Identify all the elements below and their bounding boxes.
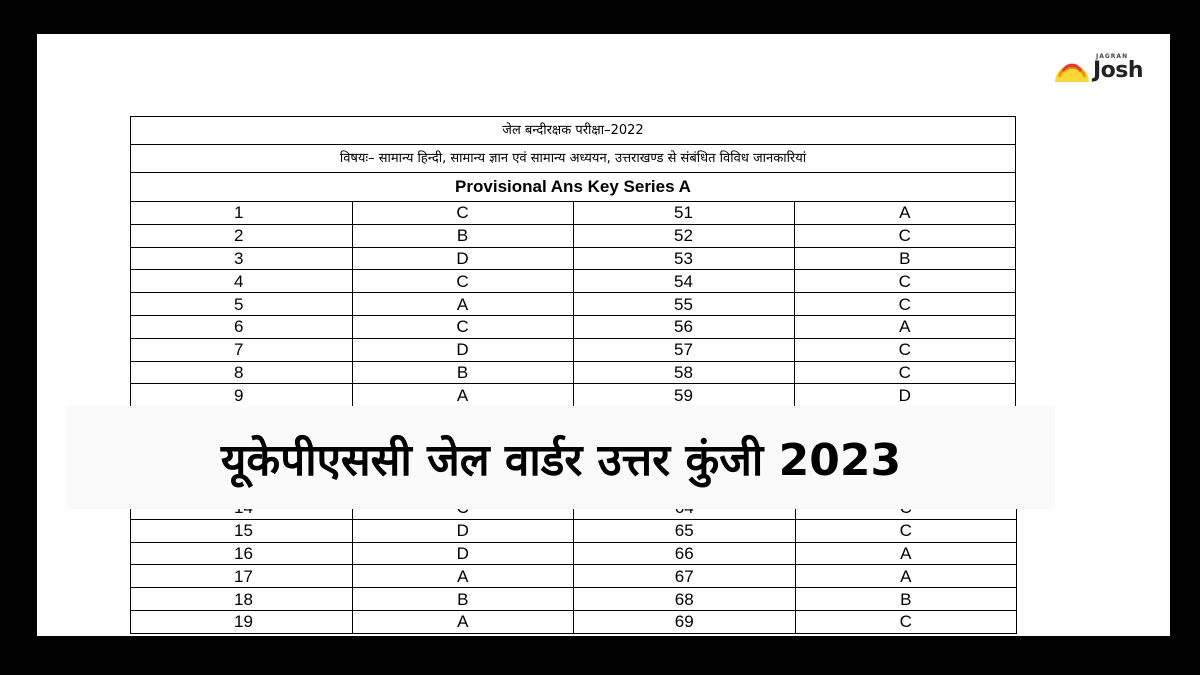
question-number: 2: [131, 224, 352, 247]
question-number: 52: [573, 224, 794, 247]
answer-option: C: [795, 610, 1017, 633]
answer-option: B: [352, 588, 574, 611]
answer-option: C: [352, 270, 573, 293]
question-number: 54: [573, 270, 794, 293]
answer-key-page: [37, 34, 1170, 636]
question-number: 59: [573, 384, 794, 407]
table-row: [131, 588, 1017, 611]
answer-option: D: [352, 519, 574, 542]
question-number: 18: [131, 588, 353, 611]
answer-option: C: [352, 315, 573, 338]
answer-option: B: [352, 361, 573, 384]
table-row: [131, 315, 1015, 338]
table-row: [131, 542, 1017, 565]
jagran-josh-logo: [1053, 50, 1153, 90]
question-number: 1: [131, 202, 352, 224]
question-number: 55: [573, 293, 794, 316]
answer-option: C: [794, 293, 1015, 316]
exam-subject: विषयः– सामान्य हिन्दी, सामान्य ज्ञान एवं सामान्य अध्ययन, उत्तराखण्ड से संबंधित विविध जानकारियां: [131, 145, 1015, 173]
answer-option: A: [795, 542, 1017, 565]
question-number: 8: [131, 361, 352, 384]
question-number: 58: [573, 361, 794, 384]
table-row: [131, 384, 1015, 407]
answer-option: A: [352, 565, 574, 588]
question-number: 66: [574, 542, 796, 565]
headline-text: यूकेपीएससी जेल वार्डर उत्तर कुंजी 2023: [220, 434, 902, 486]
question-number: 7: [131, 338, 352, 361]
question-number: 6: [131, 315, 352, 338]
question-number: 4: [131, 270, 352, 293]
question-number: 69: [574, 610, 796, 633]
answer-option: D: [794, 384, 1015, 407]
answer-option: A: [352, 293, 573, 316]
question-number: 16: [131, 542, 353, 565]
question-number: 68: [574, 588, 796, 611]
answer-option: A: [794, 315, 1015, 338]
table-row: [131, 610, 1017, 633]
answer-option: B: [352, 224, 573, 247]
answer-option: D: [352, 542, 574, 565]
answer-option: C: [794, 270, 1015, 293]
table-row: [131, 247, 1015, 270]
table-row: [131, 202, 1015, 224]
table-row: [131, 270, 1015, 293]
answer-option: D: [352, 338, 573, 361]
logo-brand-small: JAGRAN: [1096, 53, 1129, 60]
logo-brand: Josh: [1093, 58, 1144, 83]
answer-option: C: [794, 361, 1015, 384]
table-row: [131, 338, 1015, 361]
headline-banner: [67, 406, 1055, 509]
question-number: 53: [573, 247, 794, 270]
question-number: 17: [131, 565, 353, 588]
answer-key-table-lower: [130, 497, 1017, 634]
table-row: [131, 361, 1015, 384]
answer-option: C: [794, 224, 1015, 247]
answer-option: A: [352, 610, 574, 633]
answer-option: C: [795, 519, 1017, 542]
question-number: 67: [574, 565, 796, 588]
question-number: 57: [573, 338, 794, 361]
answer-option: A: [352, 384, 573, 407]
exam-title: जेल बन्दीरक्षक परीक्षा–2022: [131, 117, 1015, 145]
rising-sun-icon: [1053, 62, 1091, 82]
table-row: [131, 519, 1017, 542]
question-number: 9: [131, 384, 352, 407]
answer-key-document: [130, 116, 1016, 408]
answer-option: D: [352, 247, 573, 270]
answer-key-table-upper: [131, 202, 1015, 407]
question-number: 51: [573, 202, 794, 224]
question-number: 3: [131, 247, 352, 270]
question-number: 65: [574, 519, 796, 542]
question-number: 19: [131, 610, 353, 633]
question-number: 56: [573, 315, 794, 338]
question-number: 15: [131, 519, 353, 542]
answer-option: C: [794, 338, 1015, 361]
table-row: [131, 565, 1017, 588]
answer-option: B: [795, 588, 1017, 611]
answer-option: A: [795, 565, 1017, 588]
table-row: [131, 224, 1015, 247]
series-title: Provisional Ans Key Series A: [131, 173, 1015, 202]
question-number: 5: [131, 293, 352, 316]
answer-option: C: [352, 202, 573, 224]
answer-option: A: [794, 202, 1015, 224]
answer-key-lower-section: [130, 509, 1017, 636]
answer-option: B: [794, 247, 1015, 270]
table-row: [131, 293, 1015, 316]
